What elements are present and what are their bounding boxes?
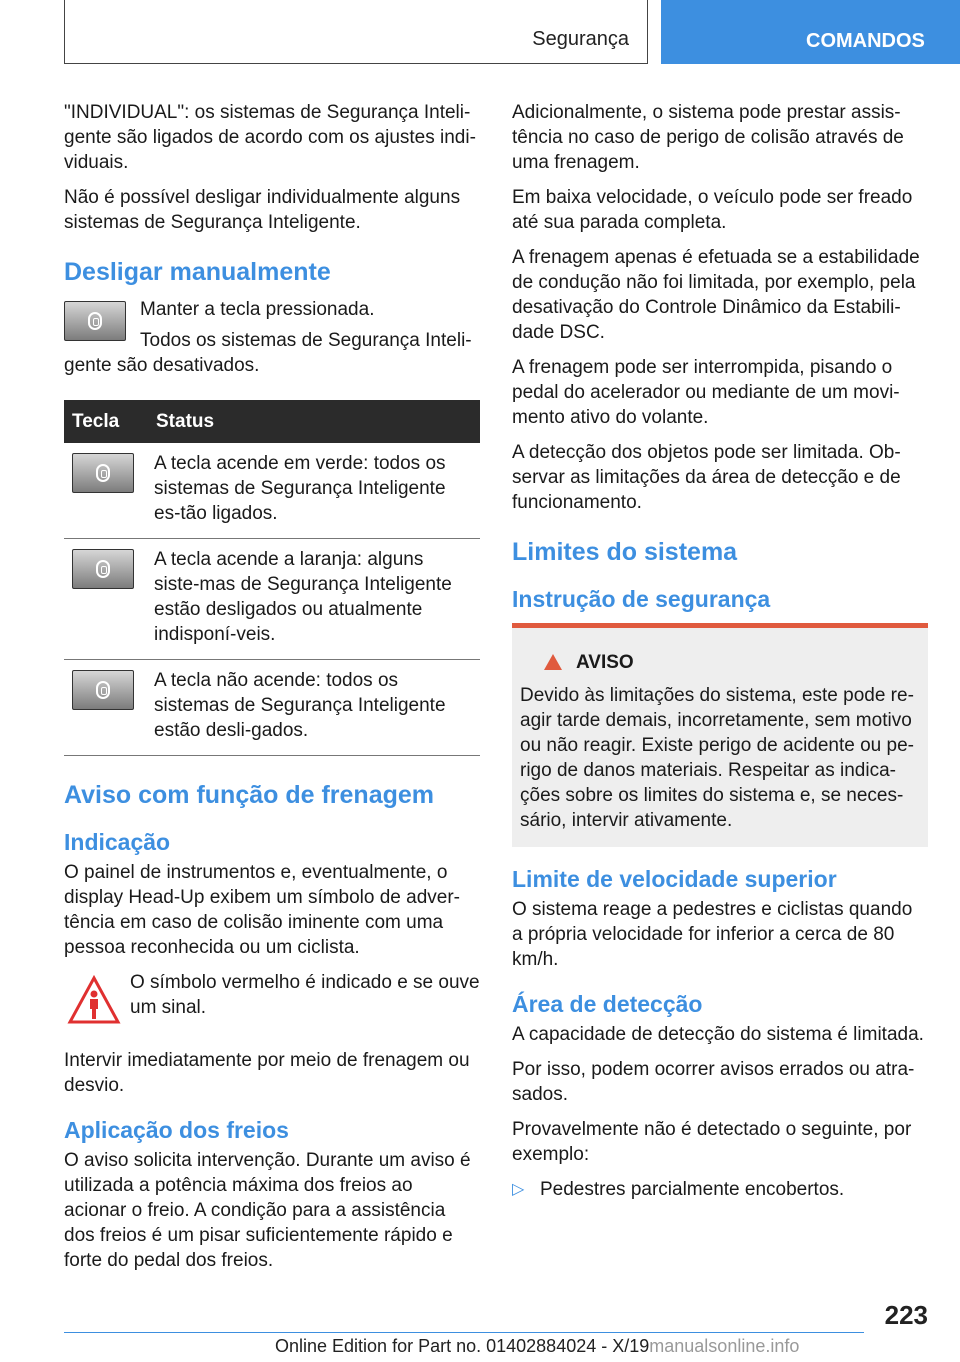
warning-text: Devido às limitações do sistema, este pode re-agir tarde demais, incorretamente, sem motivo ou não reagir. Existe perigo de acidente ou pe-rigo de danos materiais. Respeitar as indica-ções sobre os limites do sistema e, se neces-sário, intervir ativamente. — [520, 685, 914, 831]
assist-key-icon — [72, 453, 134, 493]
heading-area: Área de detecção — [512, 991, 703, 1017]
heading-limite-velocidade: Limite de velocidade superior — [512, 866, 837, 892]
heading-aviso: Aviso com função de frenagem — [64, 781, 434, 809]
paragraph: Por isso, podem ocorrer avisos errados ou atra-sados. — [512, 1059, 915, 1105]
paragraph: A frenagem pode ser interrompida, pisando o pedal do acelerador ou mediante de um movi-mento ativo do volante. — [512, 357, 900, 428]
warning-triangle-icon — [544, 654, 562, 670]
paragraph: Provavelmente não é detectado o seguinte, por exemplo: — [512, 1119, 912, 1165]
table-row — [64, 443, 480, 539]
table-cell: A tecla acende a laranja: alguns siste-mas de Segurança Inteligente estão desligados ou atualmente indisponí-veis. — [148, 539, 480, 660]
header-tab[interactable]: COMANDOS — [661, 0, 960, 64]
warning-box — [512, 623, 928, 847]
footer-edition: Online Edition for Part no. 01402884024 - X/19manualsonline.info — [275, 1336, 800, 1356]
paragraph: A frenagem apenas é efetuada se a estabilidade de condução não foi limitada, por exemplo, pela desativação do Controle Dinâmico da Estabili-dade DSC. — [512, 247, 920, 343]
table-row — [64, 660, 480, 756]
right-column — [512, 100, 928, 1212]
paragraph: Adicionalmente, o sistema pode prestar assis-tência no caso de perigo de colisão através de uma frenagem. — [512, 102, 904, 173]
heading-desligar: Desligar manualmente — [64, 258, 331, 286]
manual-block — [64, 297, 480, 378]
page-number: 223 — [884, 1300, 928, 1330]
paragraph: O aviso solicita intervenção. Durante um aviso é utilizada a potência máxima dos freios ao acionar o freio. A condição para a assistência dos freios é um pisar suficientemente rápido e forte do pedal dos freios. — [64, 1150, 471, 1271]
assist-key-icon — [64, 301, 126, 341]
table-cell: A tecla não acende: todos os sistemas de Segurança Inteligente estão desli-gados. — [148, 660, 480, 756]
assist-key-icon — [72, 670, 134, 710]
paragraph: O painel de instrumentos e, eventualmente, o display Head-Up exibem um símbolo de adver-tência em caso de colisão iminente com uma pessoa reconhecida ou um ciclista. — [64, 862, 461, 958]
warning-symbol-row — [64, 970, 480, 1040]
warning-title: AVISO — [520, 650, 920, 675]
table-header-status: Status — [148, 400, 480, 443]
heading-aplicacao: Aplicação dos freios — [64, 1117, 289, 1143]
paragraph: A detecção dos objetos pode ser limitada. Ob-servar as limitações da área de detecção e de funcionamento. — [512, 442, 901, 513]
paragraph: A capacidade de detecção do sistema é limitada. — [512, 1024, 924, 1045]
paragraph: O sistema reage a pedestres e ciclistas quando a própria velocidade for inferior a cerca de 80 km/h. — [512, 899, 913, 970]
assist-key-icon — [72, 549, 134, 589]
heading-limites: Limites do sistema — [512, 538, 738, 566]
heading-indicacao: Indicação — [64, 829, 171, 855]
table-header-key: Tecla — [64, 400, 148, 443]
table-row — [64, 539, 480, 660]
status-table — [64, 400, 480, 756]
paragraph: Não é possível desligar individualmente alguns sistemas de Segurança Inteligente. — [64, 187, 461, 233]
header-section-box — [64, 0, 648, 64]
table-cell: A tecla acende em verde: todos os sistemas de Segurança Inteligente es-tão ligados. — [148, 443, 480, 539]
paragraph: Manter a tecla pressionada. — [140, 299, 375, 320]
paragraph: Em baixa velocidade, o veículo pode ser freado até sua parada completa. — [512, 187, 913, 233]
header-section-title: Segurança — [532, 28, 629, 50]
paragraph: Todos os sistemas de Segurança Inteli-gente são desativados. — [64, 330, 472, 376]
left-column — [64, 100, 480, 1283]
footer-divider — [64, 1332, 864, 1333]
pedestrian-warning-icon — [64, 970, 124, 1030]
paragraph: O símbolo vermelho é indicado e se ouve um sinal. — [130, 972, 480, 1018]
heading-instrucao: Instrução de segurança — [512, 586, 771, 612]
paragraph: "INDIVIDUAL": os sistemas de Segurança Inteli-gente são ligados de acordo com os ajustes indi-viduais. — [64, 102, 476, 173]
paragraph: Intervir imediatamente por meio de frenagem ou desvio. — [64, 1050, 470, 1096]
list-item: ▷ Pedestres parcialmente encobertos. — [512, 1177, 928, 1202]
